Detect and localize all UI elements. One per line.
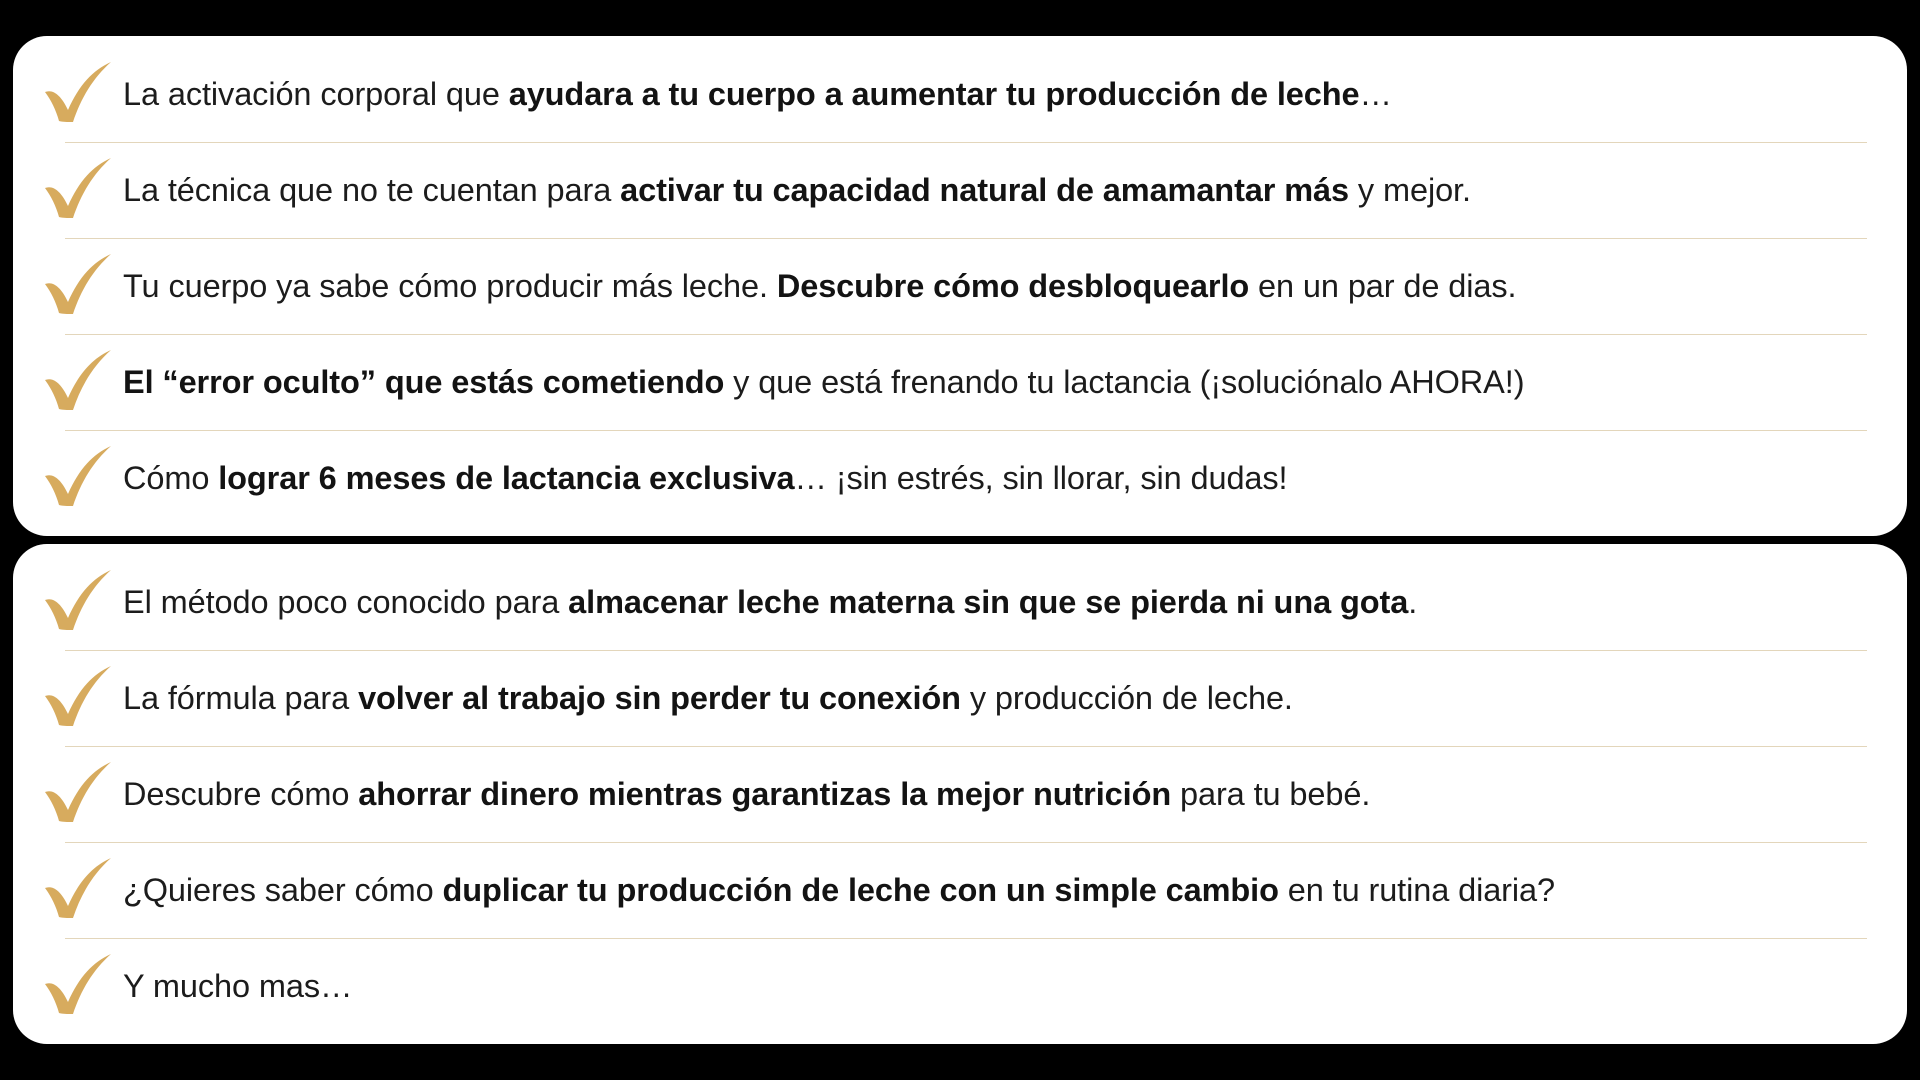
- benefit-row: [13, 430, 1907, 526]
- check-icon: [39, 566, 117, 638]
- check-icon: [39, 442, 117, 514]
- check-icon: [39, 950, 117, 1022]
- check-icon: [39, 346, 117, 418]
- benefit-row: [13, 554, 1907, 650]
- benefit-text-emphasis: volver al trabajo sin perder tu conexión: [358, 679, 961, 716]
- row-separator: [65, 746, 1867, 747]
- benefit-text-emphasis: almacenar leche materna sin que se pierda ni una gota: [568, 583, 1409, 620]
- benefit-row: [13, 334, 1907, 430]
- benefit-text-emphasis: Descubre cómo desbloquearlo: [776, 267, 1250, 304]
- row-separator: [65, 142, 1867, 143]
- benefit-text: [123, 678, 1863, 719]
- benefit-text-plain: Cómo: [123, 459, 219, 496]
- benefits-list-top: [13, 46, 1907, 526]
- benefit-text-plain: y que está frenando tu lactancia (¡soluciónalo AHORA!): [724, 363, 1525, 400]
- benefit-text-plain: y mejor.: [1349, 171, 1471, 208]
- benefit-text-plain: … ¡sin estrés, sin llorar, sin dudas!: [794, 459, 1288, 496]
- benefit-text-plain: en un par de dias.: [1249, 267, 1517, 304]
- benefit-text-plain: Tu cuerpo ya sabe cómo producir más leche.: [123, 267, 777, 304]
- benefit-row: [13, 842, 1907, 938]
- benefit-text-plain: Y mucho mas…: [123, 967, 353, 1004]
- benefit-row: [13, 746, 1907, 842]
- benefit-text-plain: Descubre cómo: [123, 775, 359, 812]
- row-separator: [65, 650, 1867, 651]
- benefit-text: [123, 362, 1863, 403]
- benefit-text-emphasis: activar tu capacidad natural de amamantar más: [620, 171, 1349, 208]
- benefits-list-bottom: [13, 554, 1907, 1034]
- benefit-text-emphasis: El “error oculto” que estás cometiendo: [123, 363, 725, 400]
- check-icon: [39, 58, 117, 130]
- benefit-text-emphasis: ahorrar dinero mientras garantizas la mejor nutrición: [358, 775, 1172, 812]
- benefit-text-plain: La activación corporal que: [123, 75, 509, 112]
- benefit-text-plain: ¿Quieres saber cómo: [123, 871, 443, 908]
- benefit-row: [13, 142, 1907, 238]
- benefits-card-bottom: [13, 544, 1907, 1044]
- benefit-text-emphasis: duplicar tu producción de leche con un simple cambio: [442, 871, 1279, 908]
- row-separator: [65, 430, 1867, 431]
- benefit-text: [123, 170, 1863, 211]
- check-icon: [39, 662, 117, 734]
- check-icon: [39, 758, 117, 830]
- benefit-text: [123, 266, 1863, 307]
- benefit-text-plain: El método poco conocido para: [123, 583, 569, 620]
- benefit-text: [123, 74, 1863, 115]
- benefit-text: [123, 966, 1863, 1007]
- benefit-text: [123, 582, 1863, 623]
- benefit-text-plain: y producción de leche.: [960, 679, 1293, 716]
- benefit-text-plain: La fórmula para: [123, 679, 359, 716]
- benefits-card-top: [13, 36, 1907, 536]
- check-icon: [39, 854, 117, 926]
- benefit-row: [13, 938, 1907, 1034]
- benefit-text-emphasis: ayudara a tu cuerpo a aumentar tu producción de leche: [508, 75, 1360, 112]
- benefit-text-plain: en tu rutina diaria?: [1278, 871, 1555, 908]
- row-separator: [65, 842, 1867, 843]
- benefit-text: [123, 458, 1863, 499]
- check-icon: [39, 250, 117, 322]
- benefit-text-plain: La técnica que no te cuentan para: [123, 171, 621, 208]
- benefit-row: [13, 46, 1907, 142]
- benefit-text-plain: …: [1359, 75, 1392, 112]
- benefit-text-plain: .: [1408, 583, 1418, 620]
- benefit-text: [123, 870, 1863, 911]
- row-separator: [65, 938, 1867, 939]
- row-separator: [65, 334, 1867, 335]
- benefit-text-emphasis: lograr 6 meses de lactancia exclusiva: [218, 459, 795, 496]
- row-separator: [65, 238, 1867, 239]
- benefit-row: [13, 238, 1907, 334]
- benefit-text: [123, 774, 1863, 815]
- check-icon: [39, 154, 117, 226]
- benefit-row: [13, 650, 1907, 746]
- benefit-text-plain: para tu bebé.: [1171, 775, 1371, 812]
